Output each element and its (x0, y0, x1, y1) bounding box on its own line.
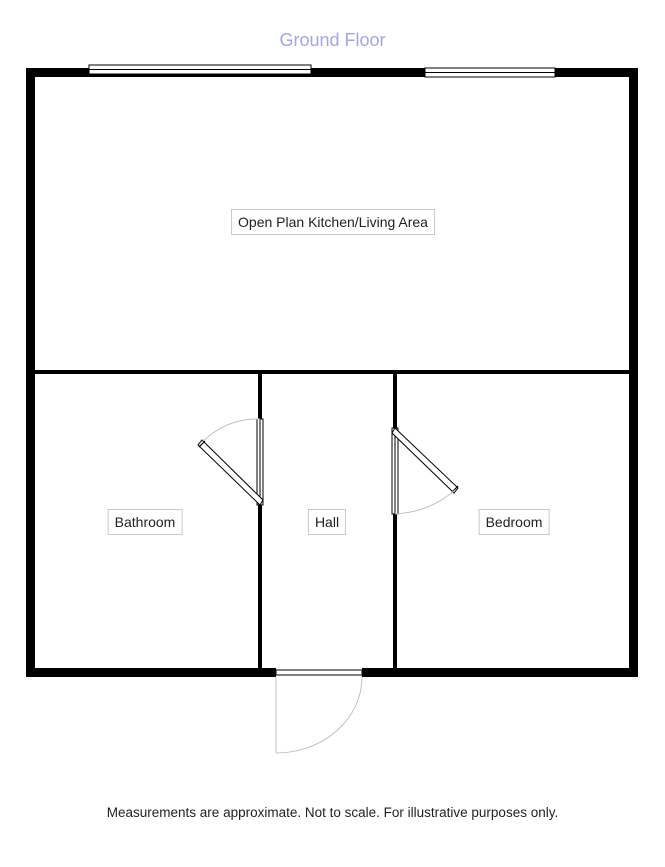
room-label-kitchen-living: Open Plan Kitchen/Living Area (231, 209, 435, 235)
wall-hall-bedroom (393, 372, 397, 672)
entrance-door (276, 668, 362, 753)
bedroom-door (392, 428, 458, 514)
disclaimer-text: Measurements are approximate. Not to scale. For illustrative purposes only. (106, 805, 559, 820)
wall-bathroom-hall (258, 372, 262, 672)
floor-title: Ground Floor (279, 30, 386, 50)
room-label-bedroom: Bedroom (479, 509, 550, 535)
room-label-hall: Hall (308, 509, 346, 535)
window-right (425, 68, 555, 77)
window-left (89, 65, 311, 74)
bathroom-door (198, 419, 263, 505)
wall-horizontal-divider (26, 370, 638, 374)
room-label-bathroom: Bathroom (108, 509, 183, 535)
